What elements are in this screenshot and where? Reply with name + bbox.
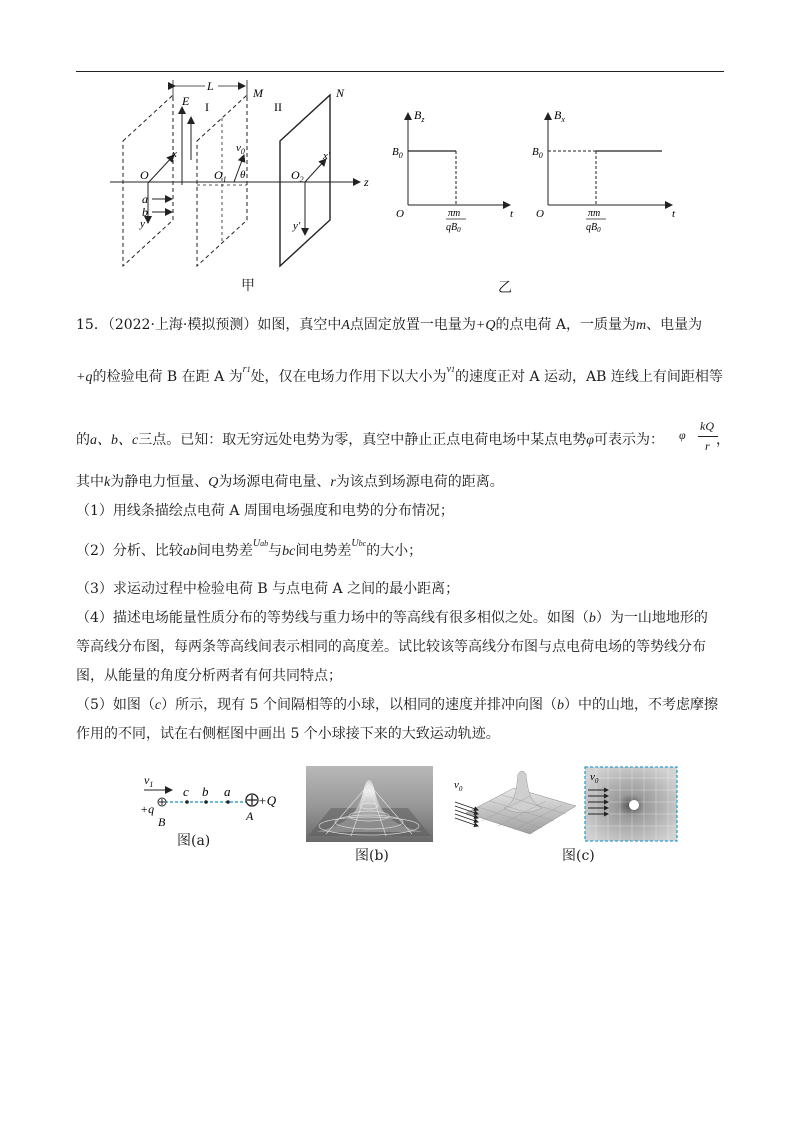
label-y: y — [140, 218, 145, 230]
right-xlabel: t — [672, 208, 676, 220]
var: Q — [208, 475, 219, 490]
text: 处，仅在电场力作用下以大小为 — [250, 369, 447, 385]
label-A: A — [246, 809, 254, 823]
right-ylabel: $B_x$ — [554, 108, 565, 124]
Uab-symbol: Uab — [252, 538, 269, 549]
var: c — [154, 698, 162, 713]
formula-bar — [698, 436, 718, 437]
text: 的检验电荷 B 在距 A 为 — [92, 369, 243, 385]
var: m — [636, 318, 647, 333]
text: 可表示为： — [593, 432, 664, 448]
label-L: L — [207, 79, 214, 93]
text: 为场源电荷电量、 — [218, 474, 331, 490]
figure-jia — [110, 75, 375, 290]
right-tick-num: πm — [588, 208, 601, 219]
label-O: O — [140, 168, 149, 182]
label-x-prime: x' — [323, 150, 331, 162]
question-2 — [76, 538, 423, 563]
var: A — [341, 318, 350, 333]
ball-arrow — [455, 818, 478, 826]
label-region-2: II — [274, 100, 282, 114]
left-ylabel: $B_z$ — [414, 108, 425, 124]
problem-line-2 — [76, 364, 723, 389]
label-v0: $v_0$ — [236, 142, 245, 156]
text: 如图，真空中 — [257, 317, 342, 333]
label-B: B — [158, 815, 166, 829]
text: 间电势差 — [295, 543, 352, 559]
label-N: N — [336, 86, 345, 100]
formula-den: r — [705, 439, 710, 453]
text: 的大小； — [366, 543, 423, 559]
label-x: x — [172, 148, 177, 160]
label-z: z — [364, 175, 369, 189]
figure-yi — [390, 105, 690, 245]
problem-line-4 — [76, 472, 504, 493]
text: 为该点到场源电荷的距离。 — [335, 474, 504, 490]
left-origin: O — [396, 208, 404, 220]
label-M: M — [253, 86, 263, 100]
text: 三点。已知：取无穷远处电势为零，真空中静止正点电荷电场中某点电势 — [138, 432, 587, 448]
text: 的点电荷 A，一质量为 — [495, 317, 637, 333]
label-v0-box: $v_0$ — [590, 771, 599, 785]
r1-symbol: r1 — [242, 364, 251, 375]
plate-N — [280, 95, 330, 266]
figure-b-photo — [306, 766, 433, 842]
point-b — [204, 800, 208, 804]
question-4-line-3: 图，从能量的角度分析两者有何共同特点； — [76, 668, 342, 684]
caption-b: 图(b) — [355, 848, 389, 864]
caption-jia: 甲 — [241, 278, 255, 294]
point-c — [185, 800, 189, 804]
label-theta: θ — [240, 169, 246, 181]
left-tick-den: $qB_0$ — [446, 222, 461, 234]
left-level-label: $B_0$ — [392, 146, 403, 160]
figure-c-3d — [452, 768, 582, 838]
text: 与 — [268, 543, 283, 559]
formula-num: kQ — [700, 419, 714, 433]
var: bc — [282, 544, 296, 559]
problem-number: 15． — [76, 317, 108, 333]
var: b — [588, 611, 596, 626]
caption-yi: 乙 — [498, 280, 512, 296]
text: 其中 — [76, 474, 104, 490]
question-3: （3）求运动过程中检验电荷 B 与点电荷 A 之间的最小距离； — [76, 581, 460, 597]
label-Q: +Q — [258, 793, 277, 808]
label-v0-3d: $v_0$ — [454, 779, 463, 793]
right-tick-den: $qB_0$ — [586, 222, 601, 234]
text: （5）如图（ — [76, 697, 155, 713]
text: 点固定放置一电量为 — [349, 317, 476, 333]
ball-arrow — [455, 802, 478, 810]
caption-a: 图(a) — [177, 833, 211, 849]
text: （2）分析、比较 — [76, 543, 183, 559]
label-O1: $O_1$ — [214, 168, 227, 184]
text: 为静电力恒量、 — [110, 474, 209, 490]
text: 的速度正对 A 运动，AB 连线上有间距相等 — [455, 369, 723, 385]
right-level-label: $B_0$ — [532, 146, 543, 160]
question-1: （1）用线条描绘点电荷 A 周围电场强度和电势的分布情况； — [76, 503, 454, 519]
figure-a — [140, 768, 290, 830]
label-b: b — [142, 205, 148, 219]
left-xlabel: t — [510, 208, 514, 220]
text: （4）描述电场能量性质分布的等势线与重力场中的等高线有很多相似之处。如图（ — [76, 610, 589, 626]
var: φ — [586, 433, 594, 448]
label-E: E — [182, 94, 190, 108]
problem-line-3 — [76, 430, 664, 451]
phi-symbol: φ — [679, 428, 686, 442]
formula-comma: ， — [716, 432, 730, 448]
var: b — [556, 698, 564, 713]
header-rule — [76, 71, 724, 72]
caption-c: 图(c) — [562, 848, 595, 864]
text: ）中的山地，不考虑摩擦 — [563, 697, 718, 713]
var: a、b、c — [90, 433, 139, 448]
label-y-prime: y' — [293, 220, 301, 232]
label-a: a — [142, 192, 148, 206]
question-4-line-2: 等高线分布图，每两条等高线间表示相同的高度差。试比较该等高线分布图与点电荷电场的等势线分布 — [76, 639, 706, 655]
text: ）为一山地地形的 — [595, 610, 708, 626]
label-region-1: I — [205, 100, 209, 114]
text: 、电量为 — [646, 317, 703, 333]
var: r — [330, 475, 336, 490]
label-c: c — [183, 784, 189, 799]
peak-hole — [629, 800, 639, 810]
problem-line-1 — [76, 315, 702, 336]
v1-symbol: v1 — [446, 364, 456, 375]
Ubc-symbol: Ubc — [351, 538, 367, 549]
label-v1: $v_1$ — [144, 773, 154, 789]
figure-c-box[interactable] — [584, 766, 678, 842]
label-O2: $O_2$ — [291, 168, 304, 184]
label-b-pt: b — [202, 784, 209, 799]
problem-source: （2022·上海·模拟预测） — [107, 317, 258, 333]
label-q: +q — [140, 802, 155, 816]
text: 间电势差 — [196, 543, 253, 559]
question-4-line-1 — [76, 608, 708, 629]
left-tick-num: πm — [448, 208, 461, 219]
question-5-line-1 — [76, 695, 718, 716]
question-5-line-2: 作用的不同，试在右侧框图中画出 5 个小球接下来的大致运动轨迹。 — [76, 726, 500, 742]
right-origin: O — [536, 208, 544, 220]
label-a-pt: a — [224, 784, 231, 799]
point-a — [226, 800, 230, 804]
var: +Q — [475, 318, 496, 333]
text: 的 — [76, 432, 90, 448]
var: ab — [182, 544, 197, 559]
var: +q — [76, 370, 93, 385]
var: k — [104, 475, 111, 490]
text: ）所示，现有 5 个间隔相等的小球，以相同的速度并排冲向图（ — [161, 697, 557, 713]
